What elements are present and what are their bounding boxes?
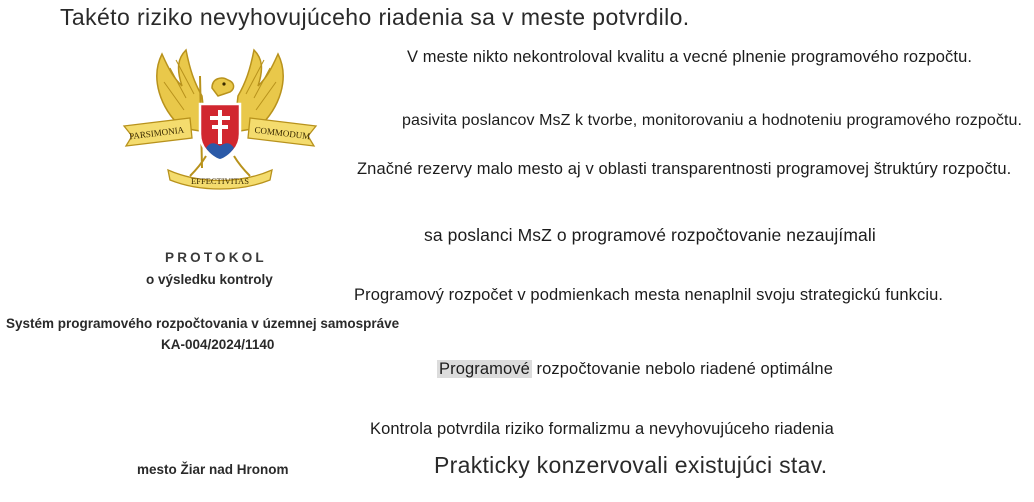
finding-deputies-interest: sa poslanci MsZ o programové rozpočtovanie nezaujímali bbox=[424, 225, 876, 245]
protocol-topic: Systém programového rozpočtovania v územnej samospráve bbox=[6, 316, 400, 331]
finding-transparency: Značné rezervy malo mesto aj v oblasti transparentnosti programovej štruktúry rozpočtu. bbox=[357, 160, 1012, 178]
finding-deputies-passivity: pasivita poslancov MsZ k tvorbe, monitorovaniu a hodnoteniu programového rozpočtu. bbox=[402, 112, 1023, 129]
finding-strategic-function: Programový rozpočet v podmienkach mesta nenaplnil svoju strategickú funkciu. bbox=[354, 286, 944, 304]
highlighted-word: Programové bbox=[439, 360, 530, 378]
audit-office-emblem-icon bbox=[120, 48, 320, 190]
finding-quality-control: V meste nikto nekontroloval kvalitu a vecné plnenie programového rozpočtu. bbox=[407, 48, 973, 66]
finding-formalism-risk: Kontrola potvrdila riziko formalizmu a nevyhovujúceho riadenia bbox=[370, 420, 834, 438]
protocol-title: PROTOKOL bbox=[165, 250, 267, 265]
finding-management-rest: rozpočtovanie nebolo riadené optimálne bbox=[531, 360, 833, 378]
city-name: mesto Žiar nad Hronom bbox=[137, 462, 289, 477]
ribbon-left-label: PARSIMONIA bbox=[128, 124, 185, 142]
headline: Takéto riziko nevyhovujúceho riadenia sa v meste potvrdilo. bbox=[60, 4, 690, 30]
protocol-code: KA-004/2024/1140 bbox=[161, 337, 275, 352]
ribbon-bottom-label: EFFECTIVITAS bbox=[191, 176, 249, 186]
protocol-subtitle: o výsledku kontroly bbox=[146, 272, 273, 287]
conclusion: Prakticky konzervovali existujúci stav. bbox=[434, 452, 828, 478]
ribbon-right-label: COMMODUM bbox=[253, 124, 311, 142]
finding-management bbox=[437, 360, 833, 379]
